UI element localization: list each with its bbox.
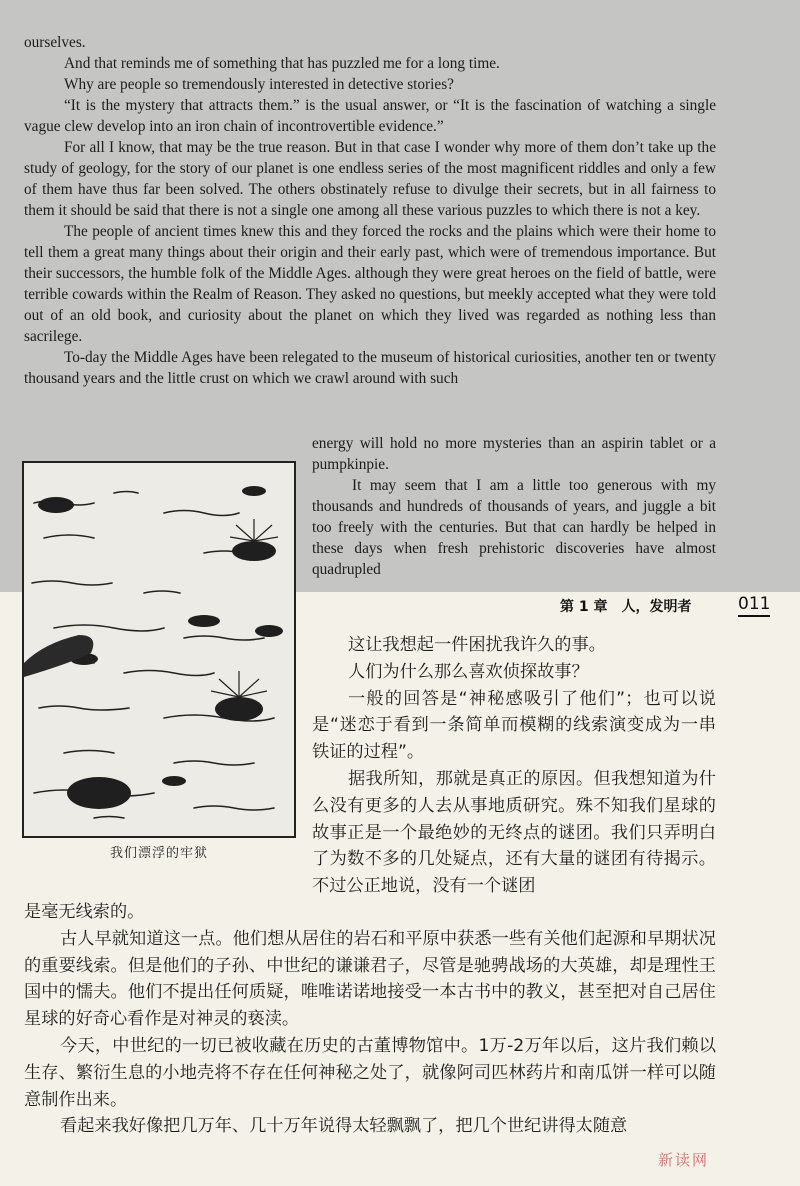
paragraph: 今天，中世纪的一切已被收藏在历史的古董博物馆中。1万-2万年以后，这片我们赖以生存、繁衍生息的小地壳将不存在任何神秘之处了，就像阿司匹林药片和南瓜饼一样可以随意制作出来。 xyxy=(24,1035,716,1110)
illustration-caption: 我们漂浮的牢狱 xyxy=(109,846,208,861)
paragraph: Why are people so tremendously interested in detective stories? xyxy=(64,76,454,93)
paragraph: “It is the mystery that attracts them.” is the usual answer, or “It is the fascination of watching a single vague clew develop into an iron chain of incontrovertible evidence.” xyxy=(24,97,716,135)
floating-prison-illustration xyxy=(24,463,294,836)
english-text-right xyxy=(312,433,716,580)
paragraph: 古人早就知道这一点。他们想从居住的岩石和平原中获悉一些有关他们起源和早期状况的重要线索。但是他们的子孙、中世纪的谦谦君子，尽管是驰骋战场的大英雄，却是理性王国中的懦夫。他们不提出任何质疑，唯唯诺诺地接受一本古书中的教义，甚至把对自己居住星球的好奇心看作是对神灵的亵渎。 xyxy=(24,928,716,1030)
paragraph: 这让我想起一件困扰我许久的事。 xyxy=(348,635,606,655)
paragraph: ourselves. xyxy=(24,34,86,51)
paragraph: And that reminds me of something that has puzzled me for a long time. xyxy=(64,55,500,72)
paragraph: 人们为什么那么喜欢侦探故事？ xyxy=(348,661,589,682)
paragraph: 看起来我好像把几万年、几十万年说得太轻飘飘了，把几个世纪讲得太随意 xyxy=(60,1116,628,1137)
paragraph: 据我所知，那就是真正的原因。但我想知道为什么没有更多的人去从事地质研究。殊不知我们星球的故事正是一个最绝妙的无终点的谜团。我们只弄明白了为数不多的几处疑点，还有大量的谜团有待揭示。不过公正地说，没有一个谜团 xyxy=(312,768,716,897)
paragraph: 一般的回答是“神秘感吸引了他们”；也可以说是“迷恋于看到一条简单而模糊的线索演变成为一串铁证的过程”。 xyxy=(312,688,716,763)
page-number: 011 xyxy=(738,594,770,617)
paragraph: 是毫无线索的。 xyxy=(24,902,145,922)
paragraph: energy will hold no more mysteries than an aspirin tablet or a pumpkinpie. xyxy=(312,435,716,473)
paragraph: To-day the Middle Ages have been relegated to the museum of historical curiosities, another ten or twenty thousand years and the little crust on which we crawl around with such xyxy=(24,349,716,387)
english-text-top xyxy=(24,32,716,389)
illustration-frame xyxy=(22,461,296,838)
paragraph: The people of ancient times knew this and they forced the rocks and the plains which were their home to tell them a great many things about their origin and their early past, which were of tremendous importance. But their successors, the humble folk of the Middle Ages. although they were great heroes on the field of battle, were terrible cowards within the Realm of Reason. They asked no questions, but meekly accepted what they were told out of an old book, and curiosity about the planet on which they lived was regarded as nothing less than sacrilege. xyxy=(24,223,716,345)
chapter-header: 第 1 章 人，发明者 xyxy=(560,599,692,615)
chinese-text-right xyxy=(312,632,716,900)
paragraph: For all I know, that may be the true reason. But in that case I wonder why more of them don’t take up the study of geology, for the story of our planet is one endless series of the most magnificent riddles and only a few of them have thus far been solved. The others obstinately refuse to divulge their secrets, but in all fairness to them it should be said that there is not a single one among all these various puzzles to which there is not a key. xyxy=(24,139,716,219)
watermark-stamp: 新读网 xyxy=(658,1151,710,1169)
chinese-text-bottom xyxy=(24,899,716,1140)
paragraph: It may seem that I am a little too generous with my thousands and hundreds of thousands of years, and juggle a bit too freely with the centuries. But that can hardly be helped in these days when fresh prehistoric discoveries have almost quadrupled xyxy=(312,477,716,578)
